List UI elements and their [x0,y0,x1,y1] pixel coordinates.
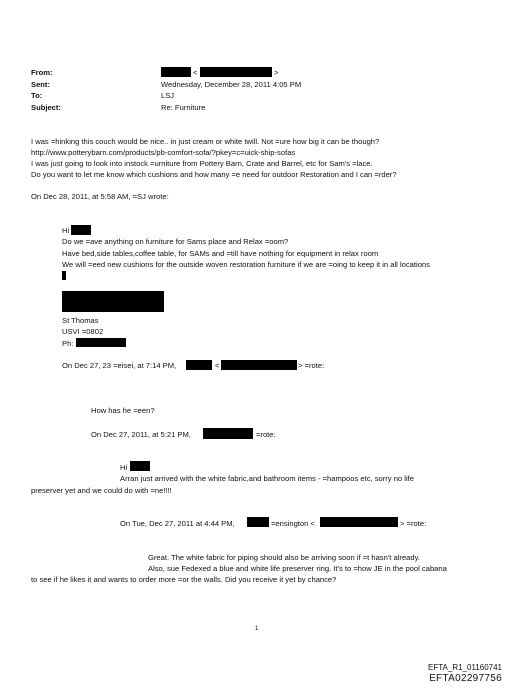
redaction-quote1-name [71,225,91,235]
from-label: From: [31,68,53,77]
redaction-mark [62,271,66,280]
redaction-quote2-email [221,360,297,370]
page-number: 1 [255,626,259,632]
signature-line: St Thomas [62,316,99,325]
quote2-open-bracket: < [215,361,220,370]
quote3-line: preserver yet and we could do with =ne!!!! [31,486,172,495]
quote4-line: Also, sue Fedexed a blue and white life preserver ring. It's to =how JE in the pool cabana [148,564,447,573]
quote1-intro: On Dec 28, 2011, at 5:58 AM, =SJ wrote: [31,192,169,201]
footer-id-secondary: EFTA02297756 [429,673,502,684]
signature-phone-label: Ph: [62,339,74,348]
redaction-quote4-name [247,517,269,527]
body-line: I was just going to look into instock =urniture from Pottery Barn, Crate and Barrel, etc for Sam's =lace. [31,159,373,168]
quote1-line: Do we =ave anything on furniture for Sams place and Relax =oom? [62,237,289,246]
quote1-line: Have bed,side tables,coffee table, for SAMs and =till have nothing for equipment in relax room [62,249,379,258]
quote4-suffix: > =rote: [400,519,427,528]
redaction-from-email [200,67,272,77]
redaction-phone [76,338,126,347]
redaction-quote3-name [203,428,253,439]
sent-value: Wednesday, December 28, 2011 4:05 PM [161,80,302,89]
quote3-intro: On Dec 27, 2011, at 5:21 PM, [91,430,191,439]
quote2-intro: On Dec 27, 23 =eisei, at 7:14 PM, [62,361,177,370]
sent-label: Sent: [31,80,50,89]
body-line: I was =hinking this couch would be nice.. in just cream or white twill. Not =ure how big it can be though? [31,137,380,146]
redaction-quote2-name [186,360,212,370]
redaction-from-name [161,67,191,77]
subject-label: Subject: [31,103,61,112]
to-label: To: [31,91,43,100]
quote1-line: We will =eed new cushions for the outside woven restoration furniture if we are =oing to keep it in all locations [62,260,430,269]
quote4-line: Great. The white fabric for piping should also be arriving soon if =t hasn't already. [148,553,420,562]
redaction-quote3-hi-name [130,461,150,471]
quote3-hi: Hi [120,463,128,472]
quote4-mid: =ensington < [271,519,315,528]
body-link-line: http://www.potterybarn.com/products/pb-comfort-sofa/?pkey=c=uick-ship-sofas [31,148,296,157]
redaction-quote4-email [320,517,398,527]
quote1-hi: Hi [62,226,70,235]
quote4-intro: On Tue, Dec 27, 2011 at 4:44 PM, [120,519,235,528]
from-open-bracket: < [193,68,198,77]
quote2-line: How has he =een? [91,406,155,415]
quote4-line: to see if he likes it and wants to order more =or the walls. Did you receive it yet by chance? [31,575,337,584]
quote2-suffix: > =rote: [298,361,325,370]
redaction-signature-name [62,291,164,312]
signature-line: USVI =0802 [62,327,104,336]
quote3-suffix: =rote: [256,430,276,439]
body-line: Do you want to let me know which cushions and how many =e need for outdoor Restoration and I can =rder? [31,170,397,179]
subject-value: Re: Furniture [161,103,206,112]
quote3-line: Arran just arrived with the white fabric,and bathroom items - =hampoos etc, sorry no life [120,474,414,483]
to-value: LSJ [161,91,175,100]
footer-id-primary: EFTA_R1_01160741 [428,663,502,672]
from-close-bracket: > [274,68,279,77]
